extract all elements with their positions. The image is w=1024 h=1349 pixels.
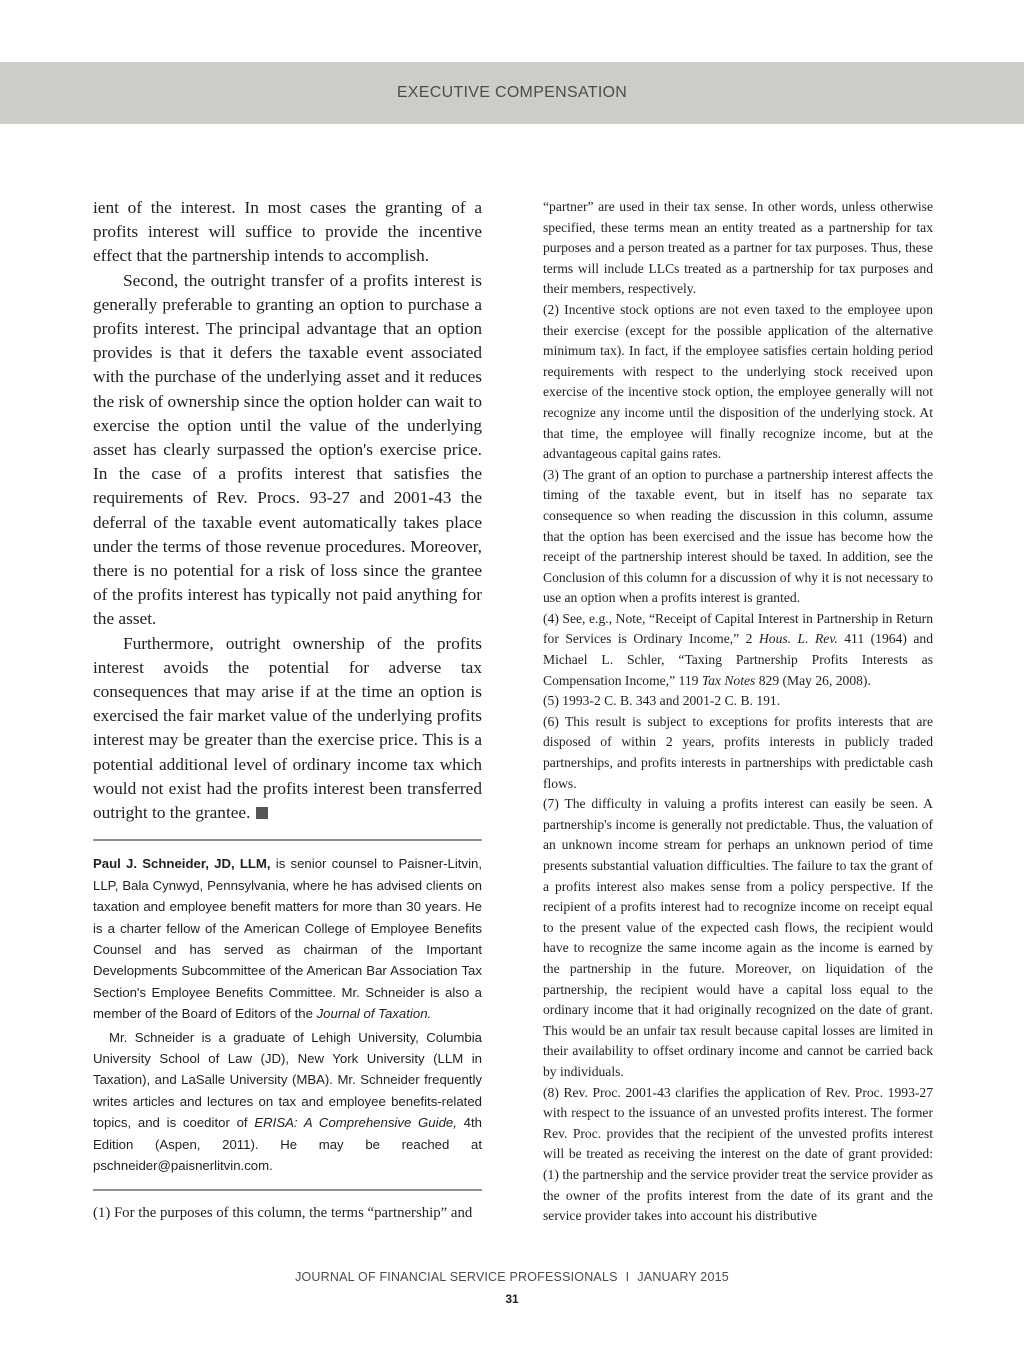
author-name: Paul J. Schneider, JD, LLM,	[93, 856, 271, 872]
footnote-1: (1) For the purposes of this column, the terms “partnership” and	[93, 1205, 473, 1222]
footnote-7: (7) The difficulty in valuing a profits interest can easily be seen. A partnership's income is generally not predictable. Thus, the valuation of an unknown income stream for perhaps an unknown period of time presents substantial valuation difficulties. The failure to tax the grant of a profits interest also makes sense from a policy perspective. If the recipient of a profits interest had to recognize income on receipt equal to the present value of the expected cash flows, the recipient would have to recognize the same income again as the income is earned by the partnership in the future. Moreover, on liquidation of the partnership, the recipient would have a capital loss equal to the ordinary income that it had originally recognized on the date of grant. This would be an unfair tax result because capital losses are limited in their availability to offset ordinary income and cannot be carried back by individuals.	[543, 796, 933, 1079]
footnote-5: (5) 1993-2 C. B. 343 and 2001-2 C. B. 191.	[543, 693, 781, 709]
body-paragraph: Second, the outright transfer of a profits interest is generally preferable to granting an option to purchase a profits interest. The principal advantage that an option provides is that it defers the taxable event associated with the purchase of the underlying asset and it reduces the risk of ownership since the option holder can wait to exercise the option until the value of the underlying asset has clearly surpassed the option's exercise price. In the case of a profits interest that satisfies the requirements of Rev. Procs. 93-27 and 2001-43 the deferral of the taxable event automatically takes place under the terms of those revenue procedures. Moreover, there is no potential for a risk of loss since the grantee of the profits interest has typically not paid anything for the asset.	[93, 270, 482, 629]
author-bio-text: Mr. Schneider is a graduate of Lehigh University, Columbia University School of Law (JD), New York University (LLM in Taxation), and LaSalle University (MBA). Mr. Schneider frequently writes articles and lectures on tax and employee benefits-related topics, and is coeditor of	[93, 1029, 482, 1131]
book-title: ERISA: A Comprehensive Guide,	[254, 1115, 457, 1131]
footnote-8: (8) Rev. Proc. 2001-43 clarifies the application of Rev. Proc. 1993-27 with respect to the issuance of an unvested profits interest. The former Rev. Proc. provides that the recipient of the unvested profits interest will be treated as receiving the interest on the date of grant provided: (1) the partnership and the service provider treat the service provider as the owner of the profits interest from the date of its grant and the service provider takes into account his distributive	[543, 1084, 933, 1224]
journal-name: JOURNAL OF FINANCIAL SERVICE PROFESSIONALS	[295, 1270, 618, 1284]
issue-date: JANUARY 2015	[637, 1270, 729, 1284]
bio-divider	[93, 839, 482, 841]
section-title: EXECUTIVE COMPENSATION	[396, 84, 628, 101]
author-bio-text: is senior counsel to Paisner-Litvin, LLP, Bala Cynwyd, Pennsylvania, where he has advised clients on taxation and employee benefit matters for more than 30 years. He is a charter fellow of the American College of Employee Benefits Counsel and has served as chairman of the Important Developments Subcommittee of the American Bar Association Tax Section's Employee Benefits Committee. Mr. Schneider is also a member of the Board of Editors of the	[93, 856, 482, 1022]
footnote-2: (2) Incentive stock options are not even taxed to the employee upon their exercise (except for the possible application of the alternative minimum tax). In fact, if the employee satisfies certain holding period requirements with respect to the underlying stock received upon exercise of the incentive stock option, the employee generally will not recognize any income until the disposition of the underlying stock. At that time, the employee will finally recognize income, but at the advantageous capital gains rates.	[543, 301, 933, 462]
author-bio-text: 4th Edition (Aspen, 2011). He may be reached at pschneider@paisnerlitvin.com.	[93, 1115, 482, 1173]
author-bio	[93, 1027, 482, 1177]
body-paragraph	[93, 632, 482, 826]
footnote-1-continued: “partner” are used in their tax sense. In other words, unless otherwise specified, these terms mean an entity treated as a partnership for tax purposes and a person treated as a partner for tax purposes. Thus, these terms will include LLCs treated as a partnership for tax purposes and their members, respectively.	[543, 199, 933, 297]
footnote-6: (6) This result is subject to exceptions for profits interests that are disposed of within 2 years, profits interests in publicly traded partnerships, and profits interests in partnerships with predictable cash flows.	[543, 713, 933, 791]
footer-separator: I	[625, 1270, 630, 1284]
footnotes-divider	[93, 1189, 482, 1191]
footnote-3: (3) The grant of an option to purchase a partnership interest affects the timing of the taxable event, but in itself has no separate tax consequence so when reading the discussion in this column, assume that the option has been exercised and the issue has become how the receipt of the partnership interest should be taxed. In addition, see the Conclusion of this column for a discussion of why it is not necessary to use an option when a profits interest is granted.	[543, 466, 933, 606]
body-paragraph-text: Furthermore, outright ownership of the profits interest avoids the potential for adverse tax consequences that may arise if at the time an option is exercised the fair market value of the underlying profits interest may be greater than the exercise price. This is a potential additional level of ordinary income tax which would not exist had the profits interest been transferred outright to the grantee.	[93, 633, 482, 823]
footnote-text: 411 (1964) and Michael L. Schler, “Taxing Partnership Profits Interests as Compensation Income,” 119	[543, 631, 933, 688]
body-paragraph: ient of the interest. In most cases the granting of a profits interest will suffice to provide the incentive effect that the partnership intends to accomplish.	[93, 198, 482, 266]
footnote-text: 829 (May 26, 2008).	[755, 672, 871, 688]
page-footer	[0, 1270, 1024, 1284]
end-of-article-square-icon	[256, 807, 268, 819]
right-column	[543, 197, 933, 1227]
citation-title: Hous. L. Rev.	[758, 631, 838, 647]
footnote-text: (4) See, e.g., Note, “Receipt of Capital Interest in Partnership in Return for Services is Ordinary Income,” 2	[543, 610, 933, 647]
journal-title: Journal of Taxation.	[316, 1006, 432, 1022]
left-column	[93, 196, 482, 1223]
page-number: 31	[505, 1292, 519, 1306]
footnote-4	[543, 609, 933, 691]
author-bio	[93, 853, 482, 1024]
citation-title: Tax Notes	[701, 672, 756, 688]
